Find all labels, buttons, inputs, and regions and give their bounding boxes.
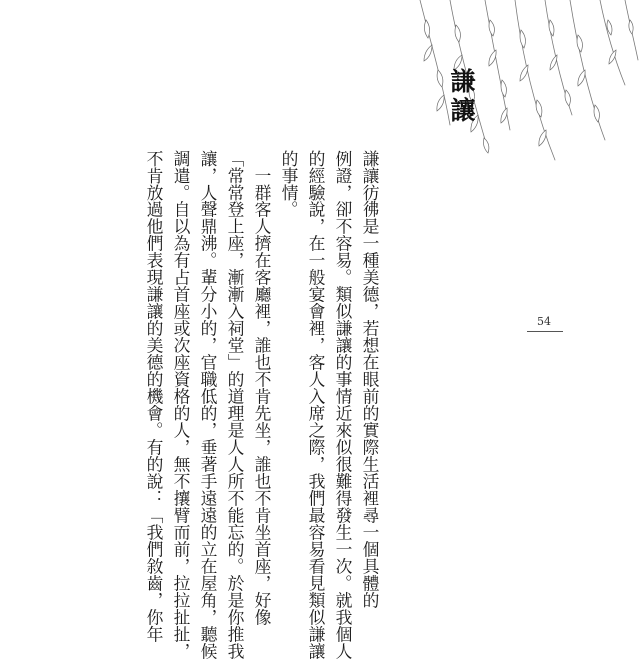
willow-branch-illustration <box>380 0 640 175</box>
text-column: 不肯放過他們表現謙讓的美德的機會。有的說：「我們敘齒，你年 <box>144 150 164 643</box>
text-column: 一群客人擠在客廳裡，誰也不肯先坐，誰也不肯坐首座，好像 <box>252 150 272 626</box>
text-column: 讓，人聲鼎沸。輩分小的，官職低的，垂著手遠遠的立在屋角，聽候 <box>198 150 218 660</box>
text-column: 的經驗說，在一般宴會裡，客人入席之際，我們最容易看見類似謙讓 <box>306 150 326 660</box>
body-text <box>140 150 383 660</box>
text-column: 的事情。 <box>279 150 299 218</box>
chapter-title: 謙讓 <box>447 68 476 126</box>
text-column: 調遣。自以為有占首座或次座資格的人，無不攘臂而前，拉拉扯扯， <box>171 150 191 660</box>
text-column: 例證，卻不容易。類似謙讓的事情近來似很難得發生一次。就我個人 <box>333 150 353 660</box>
text-column: 「常常登上座，漸漸入祠堂」的道理是人人所不能忘的。於是你推我 <box>225 150 245 660</box>
page-number: 54 <box>537 315 551 328</box>
page-number-rule <box>527 331 563 332</box>
text-column: 謙讓彷彿是一種美德，若想在眼前的實際生活裡尋一個具體的 <box>360 150 380 609</box>
